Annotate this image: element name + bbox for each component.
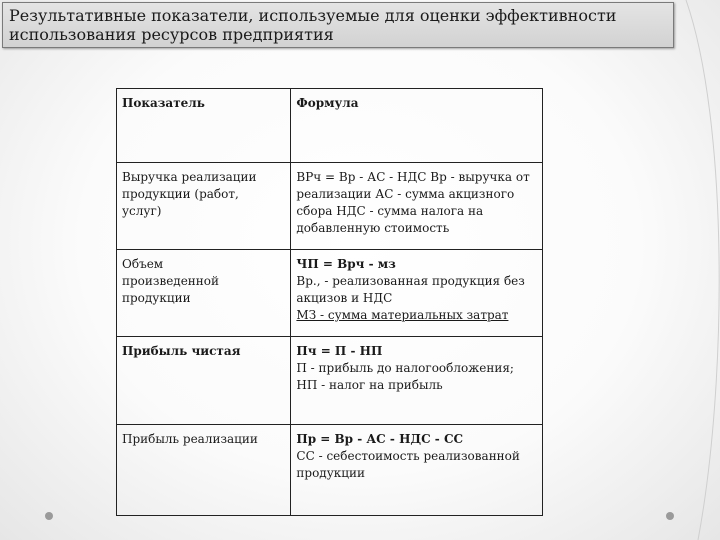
indicator-cell <box>117 337 291 425</box>
header-indicator: Показатель <box>117 89 291 163</box>
formula-text: П - прибыль до налогообложения; <box>296 361 514 375</box>
indicator-cell <box>117 163 291 250</box>
formula-text: реализации АС - сумма акцизного <box>296 187 515 201</box>
table-header-row <box>117 89 543 163</box>
formula-text: Пч = П - НП <box>296 344 383 358</box>
indicator-text: продукции <box>122 291 191 305</box>
decorative-corner-line <box>668 0 720 540</box>
formula-cell <box>291 425 543 516</box>
slide-title-line-1: Результативные показатели, используемые для оценки эффективности <box>9 6 617 25</box>
formula-text: продукции <box>296 466 365 480</box>
formula-cell <box>291 250 543 337</box>
formula-text: ВРч = Вр - АС - НДС Вр - выручка от <box>296 170 530 184</box>
formula-text: СС - себестоимость реализованной <box>296 449 520 463</box>
table-row <box>117 425 543 516</box>
table-row <box>117 250 543 337</box>
formula-text: акцизов и НДС <box>296 291 393 305</box>
decorative-dot-left <box>45 512 53 520</box>
indicator-text: продукции (работ, <box>122 187 239 201</box>
formula-cell <box>291 337 543 425</box>
table-row <box>117 337 543 425</box>
formula-text: Пр = Вр - АС - НДС - СС <box>296 432 464 446</box>
indicator-cell <box>117 250 291 337</box>
formula-text: добавленную стоимость <box>296 221 450 235</box>
indicators-table <box>116 88 543 516</box>
formula-cell <box>291 163 543 250</box>
formula-text: НП - налог на прибыль <box>296 378 443 392</box>
slide-title <box>2 2 674 48</box>
indicator-text: Прибыль реализации <box>122 432 258 446</box>
slide-title-line-2: использования ресурсов предприятия <box>9 25 334 44</box>
indicator-text: услуг) <box>122 204 162 218</box>
formula-text: сбора НДС - сумма налога на <box>296 204 484 218</box>
formula-text: Вр., - реализованная продукция без <box>296 274 525 288</box>
decorative-dot-right <box>666 512 674 520</box>
header-formula: Формула <box>291 89 543 163</box>
formula-text: МЗ - сумма материальных затрат <box>296 308 509 322</box>
indicator-cell <box>117 425 291 516</box>
formula-text: ЧП = Врч - мз <box>296 257 396 271</box>
indicator-text: Выручка реализации <box>122 170 257 184</box>
table-row <box>117 163 543 250</box>
indicator-text: Прибыль чистая <box>122 344 241 358</box>
indicator-text: произведенной <box>122 274 220 288</box>
indicator-text: Объем <box>122 257 164 271</box>
